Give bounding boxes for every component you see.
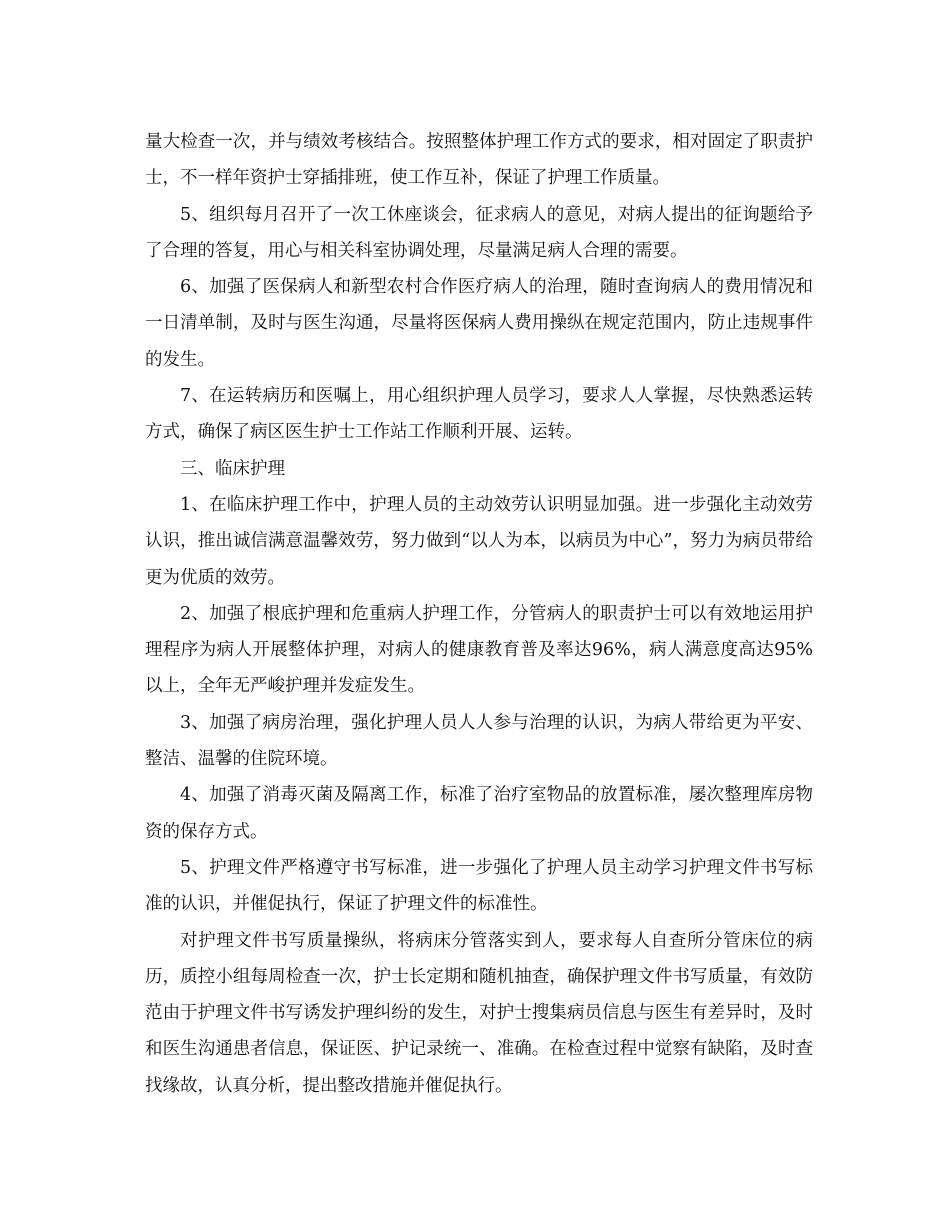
paragraph-item-6-insurance: 6、加强了医保病人和新型农村合作医疗病人的治理，随时查询病人的费用情况和一日清单制，及时与医生沟通，尽量将医保病人费用操纵在规定范围内，防止违规事件的发生。 (145, 277, 813, 370)
document-body (145, 124, 813, 1104)
paragraph-clinical-2: 2、加强了根底护理和危重病人护理工作，分管病人的职责护士可以有效地运用护理程序为病人开展整体护理，对病人的健康教育普及率达96%，病人满意度高达95%以上，全年无严峻护理并发症发生。 (145, 603, 813, 697)
section-heading-clinical-nursing: 三、临床护理 (180, 458, 285, 479)
paragraph-documentation-quality: 对护理文件书写质量操纵，将病床分管落实到人，要求每人自查所分管床位的病历，质控小组每周检查一次，护士长定期和随机抽查，确保护理文件书写质量，有效防范由于护理文件书写诱发护理纠纷的发生，对护士搜集病员信息与医生有差异时，及时和医生沟通患者信息，保证医、护记录统一、准确。在检查过程中觉察有缺陷，及时查找缘故，认真分析，提出整改措施并催促执行。 (145, 930, 813, 1096)
paragraph-item-7-records: 7、在运转病历和医嘱上，用心组织护理人员学习，要求人人掌握，尽快熟悉运转方式，确保了病区医生护士工作站工作顺利开展、运转。 (145, 386, 813, 443)
paragraph-clinical-5: 5、护理文件严格遵守书写标准，进一步强化了护理人员主动学习护理文件书写标准的认识，并催促执行，保证了护理文件的标准性。 (145, 857, 813, 915)
paragraph-continuation: 量大检查一次，并与绩效考核结合。按照整体护理工作方式的要求，相对固定了职责护士，不一样年资护士穿插排班，使工作互补，保证了护理工作质量。 (145, 132, 813, 189)
paragraph-clinical-4: 4、加强了消毒灭菌及隔离工作，标准了治疗室物品的放置标准，屡次整理库房物资的保存方式。 (145, 785, 813, 842)
paragraph-clinical-3: 3、加强了病房治理，强化护理人员人人参与治理的认识，为病人带给更为平安、整洁、温馨的住院环境。 (145, 712, 813, 770)
paragraph-item-5-meeting: 5、组织每月召开了一次工休座谈会，征求病人的意见，对病人提出的征询题给予了合理的答复，用心与相关科室协调处理，尽量满足病人合理的需要。 (145, 204, 813, 261)
paragraph-clinical-1: 1、在临床护理工作中，护理人员的主动效劳认识明显加强。进一步强化主动效劳认识，推出诚信满意温馨效劳，努力做到“以人为本，以病员为中心”，努力为病员带给更为优质的效劳。 (145, 494, 813, 588)
